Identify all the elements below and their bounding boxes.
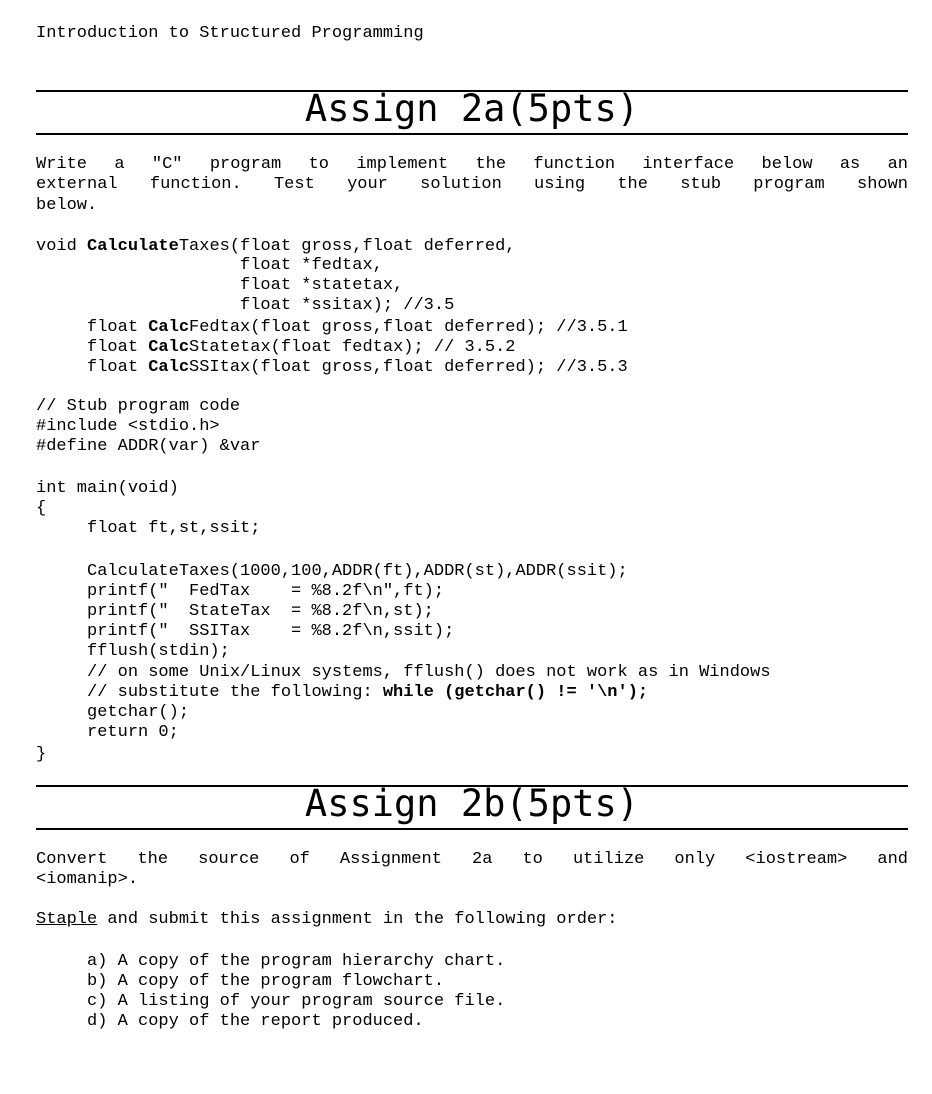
code-line: return 0;: [36, 723, 179, 742]
list-item: b) A copy of the program flowchart.: [36, 972, 445, 991]
code-line: float CalcFedtax(float gross,float deferred); //3.5.1: [36, 318, 628, 337]
list-item: d) A copy of the report produced.: [36, 1012, 424, 1031]
code-line: {: [36, 499, 47, 518]
code-line: // substitute the following: while (getchar() != '\n');: [36, 683, 649, 702]
intro-line: <iomanip>.: [36, 870, 139, 889]
code-line: fflush(stdin);: [36, 642, 230, 661]
code-line: // on some Unix/Linux systems, fflush() does not work as in Windows: [36, 663, 771, 682]
code-line: float CalcSSItax(float gross,float deferred); //3.5.3: [36, 358, 628, 377]
code-line: }: [36, 745, 47, 764]
list-item: a) A copy of the program hierarchy chart.: [36, 952, 506, 971]
code-line: getchar();: [36, 703, 190, 722]
code-line: float *statetax,: [36, 276, 404, 295]
intro-line: below.: [36, 196, 98, 215]
code-line: float CalcStatetax(float fedtax); // 3.5.2: [36, 338, 516, 357]
section-b-heading: Assign 2b(5pts): [304, 782, 640, 825]
course-title: Introduction to Structured Programming: [36, 24, 424, 43]
heading-rule-bottom: [36, 133, 908, 135]
code-line: int main(void): [36, 479, 179, 498]
submit-instruction: Staple and submit this assignment in the following order:: [36, 910, 618, 929]
code-line: printf(" FedTax = %8.2f\n",ft);: [36, 582, 445, 601]
intro-line: external function. Test your solution using the stub program shown: [36, 175, 908, 194]
heading-rule-bottom: [36, 828, 908, 830]
code-line: #include <stdio.h>: [36, 417, 220, 436]
list-item: c) A listing of your program source file.: [36, 992, 506, 1011]
code-line: float *fedtax,: [36, 256, 383, 275]
section-a-heading: Assign 2a(5pts): [304, 87, 640, 130]
code-line: // Stub program code: [36, 397, 241, 416]
code-line: printf(" StateTax = %8.2f\n,st);: [36, 602, 434, 621]
intro-line: Convert the source of Assignment 2a to utilize only <iostream> and: [36, 850, 908, 869]
code-line: float *ssitax); //3.5: [36, 296, 455, 315]
code-line: float ft,st,ssit;: [36, 519, 261, 538]
code-line: #define ADDR(var) &var: [36, 437, 261, 456]
code-line: CalculateTaxes(1000,100,ADDR(ft),ADDR(st),ADDR(ssit);: [36, 562, 628, 581]
intro-line: Write a "C" program to implement the function interface below as an: [36, 155, 908, 174]
code-line: printf(" SSITax = %8.2f\n,ssit);: [36, 622, 455, 641]
code-line: void CalculateTaxes(float gross,float deferred,: [36, 237, 516, 256]
